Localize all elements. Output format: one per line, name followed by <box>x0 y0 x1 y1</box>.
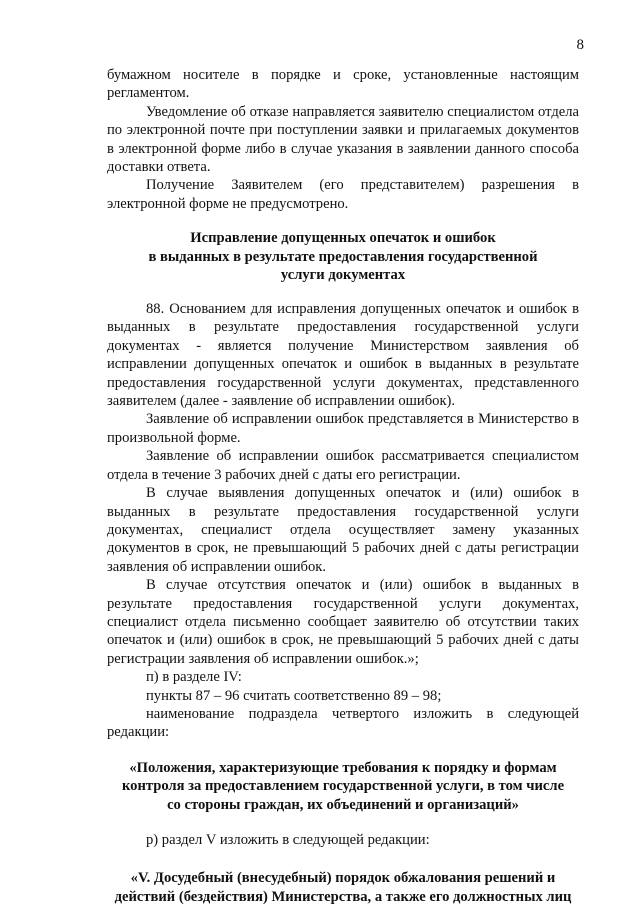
paragraph: Заявление об исправлении ошибок представляется в Министерство в произвольной форме. <box>107 411 579 446</box>
paragraph: п) в разделе IV: <box>146 669 242 686</box>
heading-line: со стороны граждан, их объединений и организаций» <box>167 796 519 813</box>
quoted-heading <box>107 759 579 815</box>
page-number: 8 <box>576 37 584 53</box>
paragraph: Получение Заявителем (его представителем) разрешения в электронной форме не предусмотрено. <box>107 177 579 212</box>
paragraph: Заявление об исправлении ошибок рассматривается специалистом отдела в течение 3 рабочих дней с даты его регистрации. <box>107 448 579 483</box>
heading-line: услуги документах <box>280 267 406 284</box>
heading-line: «Положения, характеризующие требования к порядку и формам <box>129 759 557 776</box>
heading-line: действий (бездействия) Министерства, а также его должностных лиц <box>114 888 572 905</box>
paragraph: В случае выявления допущенных опечаток и (или) ошибок в выданных в результате предоставления государственной услуги документах, специалист отдела осуществляет замену указанных документов в срок, не превышающий 5 рабочих дней с даты регистрации заявления об исправлении ошибок. <box>107 485 579 575</box>
heading-line: Исправление допущенных опечаток и ошибок <box>190 230 496 247</box>
paragraph: Уведомление об отказе направляется заявителю специалистом отдела по электронной почте при поступлении заявки и прилагаемых документов в электронной форме либо в случае указания в заявлении данного способа доставки ответа. <box>107 103 579 176</box>
paragraph: пункты 87 – 96 считать соответственно 89 – 98; <box>146 687 442 704</box>
paragraph: наименование подраздела четвертого изложить в следующей редакции: <box>107 705 579 741</box>
heading-line: контроля за предоставлением государственной услуги, в том числе <box>121 778 565 795</box>
paragraph: В случае отсутствия опечаток и (или) ошибок в выданных в результате предоставления государственной услуги документах, специалист отдела письменно сообщает заявителю об отсутствии таких опечаток и (или) ошибок в срок, не превышающий 5 рабочих дней с даты регистрации заявления об исправлении ошибок.»; <box>107 577 579 667</box>
section-heading-corrections <box>107 229 579 285</box>
paragraph: р) раздел V изложить в следующей редакции: <box>146 831 430 848</box>
paragraph: 88. Основанием для исправления допущенных опечаток и ошибок в выданных в результате предоставления государственной услуги документах - является получение Министерством заявления об исправлении допущенных опечаток и ошибок в выданных в результате предоставления государственной услуги документах, представленного заявителем (далее - заявление об исправлении ошибок). <box>107 301 579 410</box>
document-body <box>107 66 579 906</box>
section-v-heading <box>107 869 579 906</box>
heading-line: «V. Досудебный (внесудебный) порядок обжалования решений и <box>130 869 556 886</box>
heading-line: в выданных в результате предоставления государственной <box>148 248 538 265</box>
paragraph: бумажном носителе в порядке и сроке, установленные настоящим регламентом. <box>107 67 579 102</box>
